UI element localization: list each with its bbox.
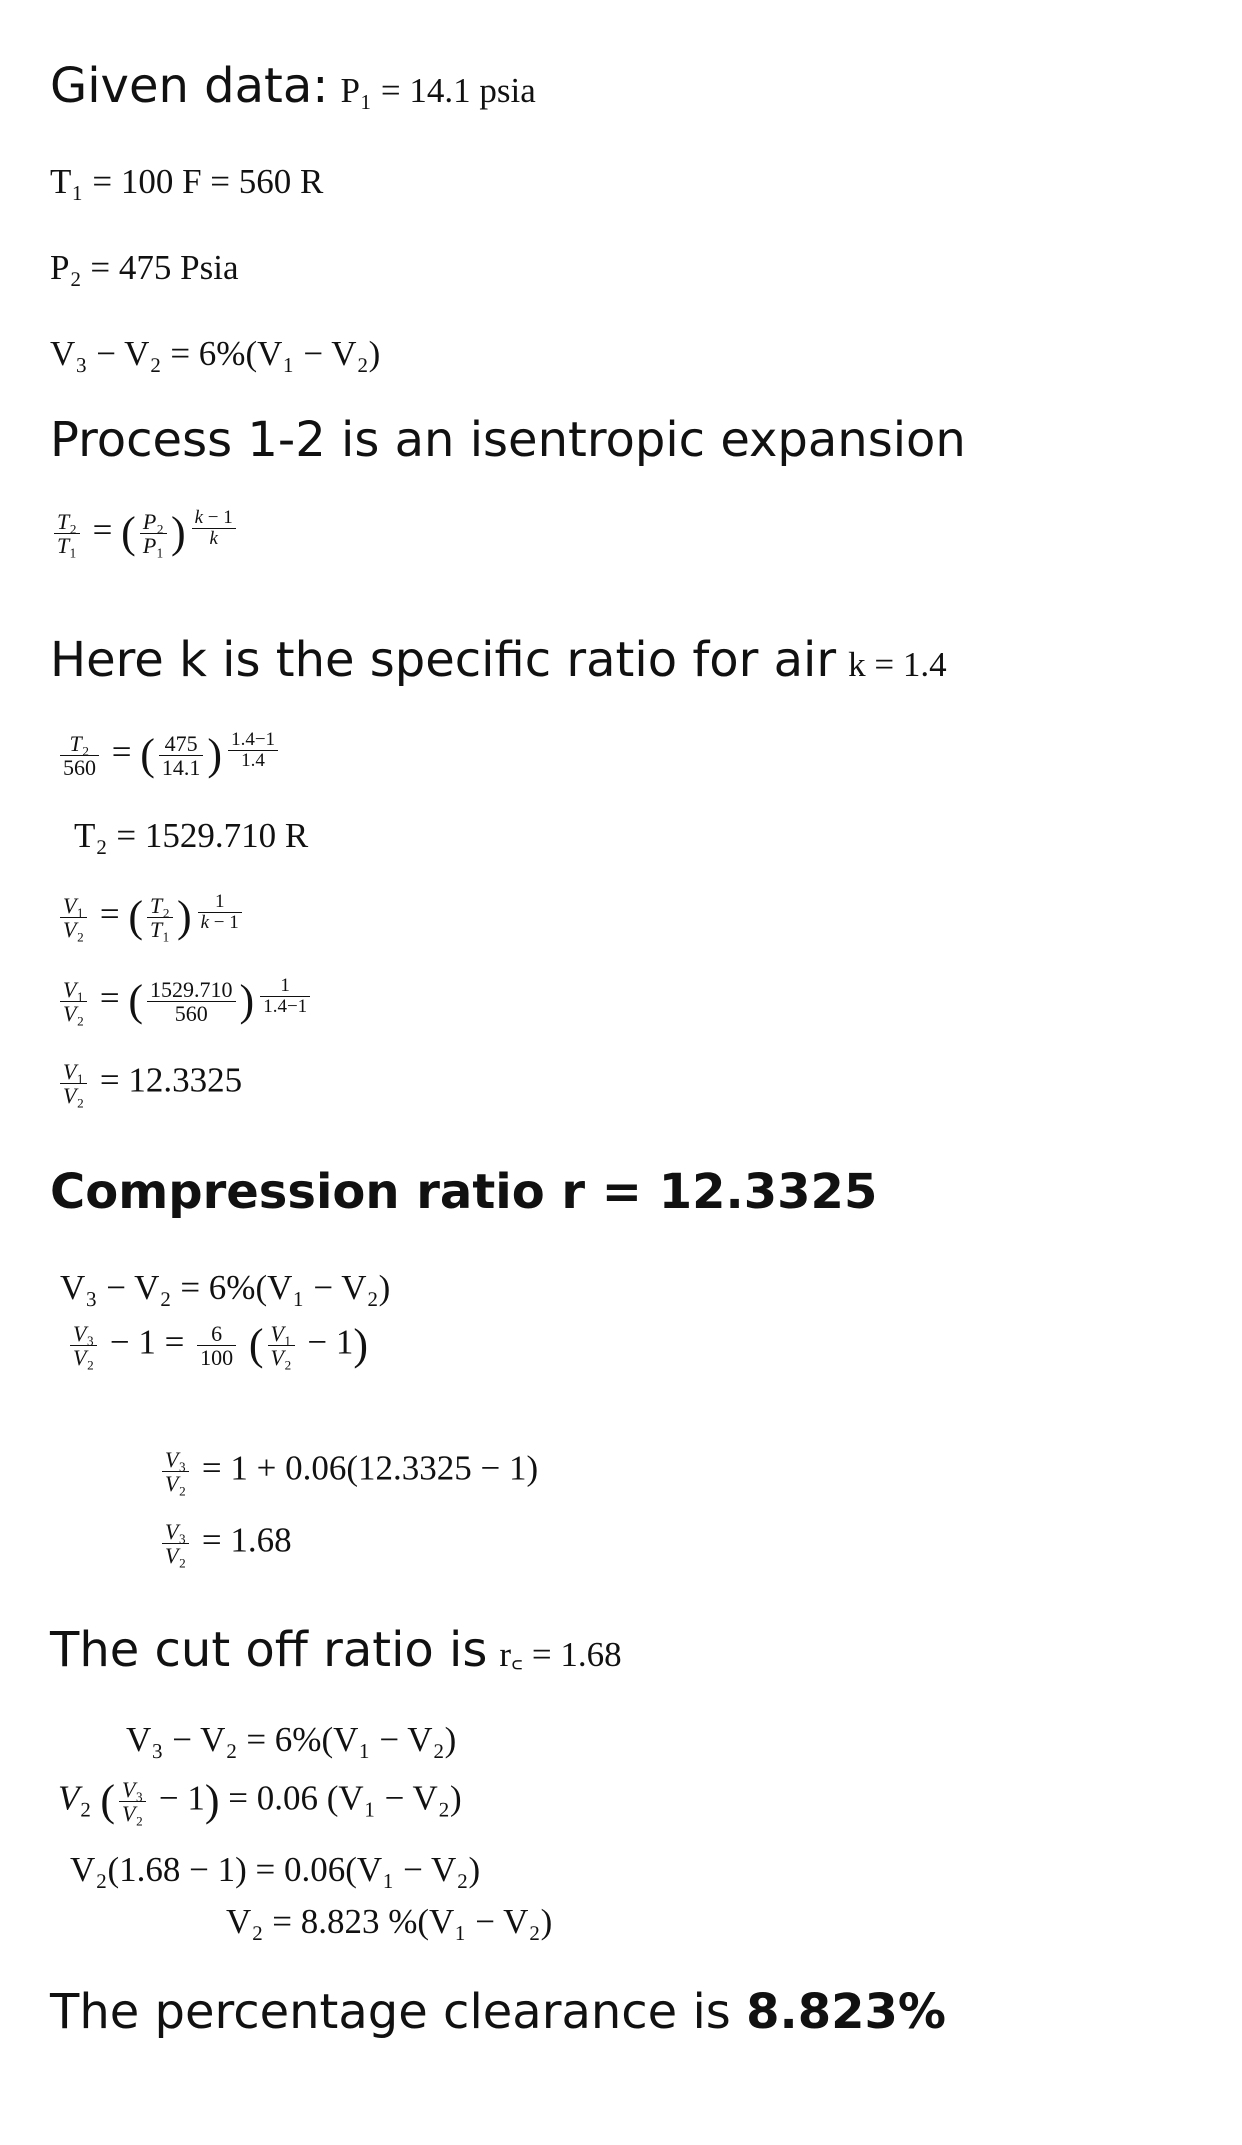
t2-substitution: $\frac{\text{T₂}}{560}$ = ( $\frac{475}{14.1}$ ) $\frac{1.4-1}{1.4}$ (56, 730, 282, 781)
compression-line3: $\frac{\text{V₃}}{\text{V₂}}$ = 1 + 0.06(12.3325 − 1) (158, 1448, 538, 1495)
given-volume-relation: V₃ − V₂ = 6%(V₁ − V₂) (50, 334, 381, 373)
cutoff-ratio-value: r꜀ = 1.68 (499, 1635, 622, 1674)
compression-line4: $\frac{\text{V₃}}{\text{V₂}}$ = 1.68 (158, 1520, 292, 1567)
process-heading: Process 1-2 is an isentropic expansion (50, 412, 966, 468)
clearance-line4: V₂ = 8.823 %(V₁ − V₂) (226, 1902, 553, 1941)
cutoff-ratio-text: The cut off ratio is (50, 1622, 488, 1678)
clearance-line1: V₃ − V₂ = 6%(V₁ − V₂) (126, 1720, 457, 1759)
clearance-line2: V₂ ( $\frac{\text{V₃}}{\text{V₂}}$ − 1) = 0.06 (V₁ − V₂) (58, 1776, 462, 1826)
cutoff-ratio-line (50, 1622, 622, 1680)
compression-line1: V₃ − V₂ = 6%(V₁ − V₂) (60, 1268, 391, 1307)
volume-ratio-result: $\frac{\text{V₁}}{\text{V₂}}$ = 12.3325 (56, 1060, 242, 1107)
conclusion-text: The percentage clearance is (50, 1984, 731, 2040)
conclusion-value: 8.823% (746, 1984, 946, 2040)
compression-ratio-label: Compression ratio r = 12.3325 (50, 1164, 878, 1220)
given-t1: T₁ = 100 F = 560 R (50, 162, 324, 201)
k-ratio-line (50, 632, 947, 690)
k-value: k = 1.4 (848, 645, 947, 684)
clearance-line3: V₂(1.68 − 1) = 0.06(V₁ − V₂) (70, 1850, 481, 1889)
given-heading-line (50, 58, 536, 116)
compression-line4-value: = 1.68 (201, 1520, 292, 1560)
t2-result: T₂ = 1529.710 R (74, 816, 309, 855)
conclusion-line (50, 1984, 946, 2042)
given-heading: Given data: (50, 58, 329, 114)
volume-ratio-formula: $\frac{\text{V₁}}{\text{V₂}}$ = ( $\frac{\text{T₂}}{\text{T₁}}$ ) $\frac{1}{k - 1}$ (56, 892, 246, 943)
volume-ratio-value: = 12.3325 (99, 1060, 243, 1100)
compression-line2: $\frac{\text{V₃}}{\text{V₂}}$ − 1 = $\frac{6}{100}$ ( $\frac{\text{V₁}}{\text{V₂}}$ − 1) (66, 1320, 368, 1371)
clearance-line2-rhs: = 0.06 (V₁ − V₂) (228, 1778, 462, 1818)
compression-line3-value: = 1 + 0.06(12.3325 − 1) (201, 1448, 539, 1488)
volume-ratio-substitution: $\frac{\text{V₁}}{\text{V₂}}$ = ( $\frac{1529.710}{560}$ ) $\frac{1}{1.4-1}$ (56, 976, 314, 1027)
isentropic-temperature-formula: $\frac{\text{T₂}}{\text{T₁}}$ = ( $\frac{\text{P₂}}{\text{P₁}}$ ) $\frac{k - 1}{k}$ (50, 508, 240, 559)
given-p1: P₁ = 14.1 psia (340, 71, 536, 110)
given-p2: P₂ = 475 Psia (50, 248, 239, 287)
k-ratio-text: Here k is the specific ratio for air (50, 632, 837, 688)
